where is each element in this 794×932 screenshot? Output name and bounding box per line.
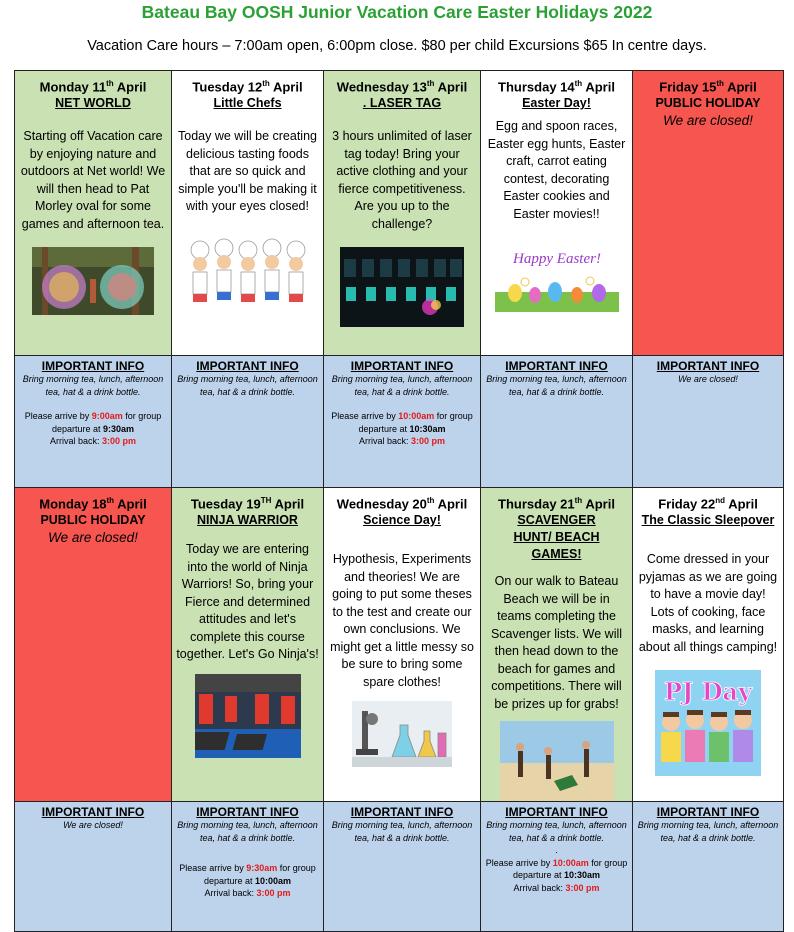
info-heading: IMPORTANT INFO [41, 359, 145, 373]
day-heading: Wednesday 20th April [336, 496, 468, 512]
arrival-info: Please arrive by 10:00am for group departure at 10:30am Arrival back: 3:00 pm [331, 411, 473, 446]
info-body: Bring morning tea, lunch, afternoon tea, hat & a drink bottle. [637, 820, 779, 843]
day-cell-tue-19 [172, 488, 324, 802]
info-heading: IMPORTANT INFO [350, 805, 454, 820]
info-body: Bring morning tea, lunch, afternoon tea, hat & a drink bottle. [486, 820, 627, 843]
day-heading: Thursday 21th April [498, 496, 615, 512]
info-cell-tue-12 [172, 356, 324, 488]
info-cell-wed-13 [324, 356, 481, 488]
day-cell-thu-21 [481, 488, 633, 802]
day-cell-thu-14 [481, 71, 633, 356]
info-body: We are closed! [678, 374, 738, 384]
info-cell-wed-20 [324, 802, 481, 932]
stray-dot: . [555, 845, 558, 856]
day-cell-wed-20 [324, 488, 481, 802]
activity-title: Easter Day! [522, 96, 591, 111]
info-heading: IMPORTANT INFO [505, 359, 608, 373]
happy-easter-image [495, 237, 619, 312]
activity-title: Little Chefs [213, 96, 282, 111]
day-heading: Tuesday 19TH April [190, 496, 305, 512]
activity-title: NET WORLD [55, 96, 131, 111]
activity-description: Today we will be creating delicious tasting foods that are so quick and simple you'll be making it with your eyes closed! [178, 129, 317, 214]
info-heading: IMPORTANT INFO [350, 359, 454, 373]
info-heading: IMPORTANT INFO [196, 359, 299, 373]
info-body: Bring morning tea, lunch, afternoon tea, hat & a drink bottle. [331, 374, 473, 397]
activity-description: Egg and spoon races, Easter egg hunts, Easter craft, carrot eating contest, decorating Easter cookies and Easter movies!! [487, 119, 626, 221]
info-cell-tue-19 [172, 802, 324, 932]
info-cell-fri-15 [633, 356, 784, 488]
science-photo [352, 701, 452, 767]
beach-games-photo [500, 721, 614, 801]
day-heading: Tuesday 12th April [192, 79, 303, 95]
activity-title: NINJA WARRIOR [197, 513, 298, 528]
ninja-warrior-photo [195, 674, 301, 758]
closed-note: We are closed! [48, 530, 138, 546]
day-heading: Friday 22nd April [658, 496, 758, 512]
arrival-info: Please arrive by 9:30am for group departure at 10:00am Arrival back: 3:00 pm [179, 863, 316, 899]
hours-info: Vacation Care hours – 7:00am open, 6:00pm close. $80 per child Excursions $65 In centre days. [87, 38, 707, 54]
day-cell-mon-11 [15, 71, 172, 356]
day-cell-fri-15 [633, 71, 784, 356]
activity-title: PUBLIC HOLIDAY [40, 513, 146, 528]
activity-description: Today we are entering into the world of Ninja Warriors! So, bring your Fierce and determined attitudes and let's complete this course together. Let's Go Ninja's! [176, 542, 319, 662]
pj-day-text: PJ Day [663, 677, 753, 707]
pj-day-image [655, 670, 761, 776]
arrival-info: Please arrive by 10:00am for group departure at 10:30am Arrival back: 3:00 pm [485, 857, 628, 893]
activity-description: Hypothesis, Experiments and theories! We are going to put some theses to the test and create our own conclusions. We might get a little messy so be sure to bring some spare clothes! [330, 552, 474, 689]
little-chefs-illustration [188, 238, 308, 313]
net-world-photo [32, 247, 154, 315]
activity-description: On our walk to Bateau Beach we will be in teams completing the Scavenger lists. We will then head down to the beach for games and competitions. There will be prizes up for grabs! [490, 574, 623, 711]
info-heading: IMPORTANT INFO [656, 805, 760, 820]
info-body: We are closed! [63, 820, 123, 831]
page-title: Bateau Bay OOSH Junior Vacation Care Easter Holidays 2022 [141, 2, 653, 22]
arrival-info: Please arrive by 9:00am for group departure at 9:30am Arrival back: 3:00 pm [24, 411, 162, 446]
day-heading: Monday 18th April [39, 496, 147, 512]
info-cell-mon-11 [15, 356, 172, 488]
laser-tag-photo [340, 247, 464, 327]
activity-description: Starting off Vacation care by enjoying nature and outdoors at Net world! We will then head to Pat Morley oval for some games and afternoon tea. [20, 129, 166, 231]
activity-description: Come dressed in your pyjamas as we are going to have a movie day! Lots of cooking, face masks, and learning about all things camping! [638, 552, 778, 654]
info-body: Bring morning tea, lunch, afternoon tea, hat & a drink bottle. [177, 374, 318, 397]
activity-title: SCAVENGER HUNT/ BEACH GAMES! [513, 513, 600, 562]
day-heading: Friday 15th April [659, 79, 757, 95]
info-body: Bring morning tea, lunch, afternoon tea, hat & a drink bottle. [331, 820, 473, 843]
day-cell-tue-12 [172, 71, 324, 356]
calendar-table [14, 70, 784, 932]
info-heading: IMPORTANT INFO [505, 805, 608, 820]
activity-title: The Classic Sleepover [641, 513, 775, 528]
closed-note: We are closed! [663, 113, 753, 129]
info-cell-mon-18 [15, 802, 172, 932]
day-cell-wed-13 [324, 71, 481, 356]
info-heading: IMPORTANT INFO [656, 359, 760, 373]
day-cell-fri-22 [633, 488, 784, 802]
day-heading: Thursday 14th April [498, 79, 615, 95]
day-heading: Wednesday 13th April [336, 79, 468, 95]
info-body: Bring morning tea, lunch, afternoon tea, hat & a drink bottle. [486, 374, 627, 397]
info-body: Bring morning tea, lunch, afternoon tea, hat & a drink bottle. [177, 820, 318, 843]
day-cell-mon-18 [15, 488, 172, 802]
info-cell-fri-22 [633, 802, 784, 932]
activity-description: 3 hours unlimited of laser tag today! Bring your active clothing and your fierce competitiveness. Are you up to the challenge? [332, 129, 472, 231]
activity-title: . LASER TAG [362, 96, 442, 111]
info-heading: IMPORTANT INFO [41, 805, 145, 820]
info-cell-thu-21 [481, 802, 633, 932]
activity-title: PUBLIC HOLIDAY [655, 96, 761, 111]
activity-title: Science Day! [363, 513, 441, 528]
info-cell-thu-14 [481, 356, 633, 488]
day-heading: Monday 11th April [39, 79, 147, 95]
info-heading: IMPORTANT INFO [196, 805, 299, 820]
info-body: Bring morning tea, lunch, afternoon tea, hat & a drink bottle. [22, 374, 164, 397]
happy-easter-text: Happy Easter! [512, 251, 601, 268]
